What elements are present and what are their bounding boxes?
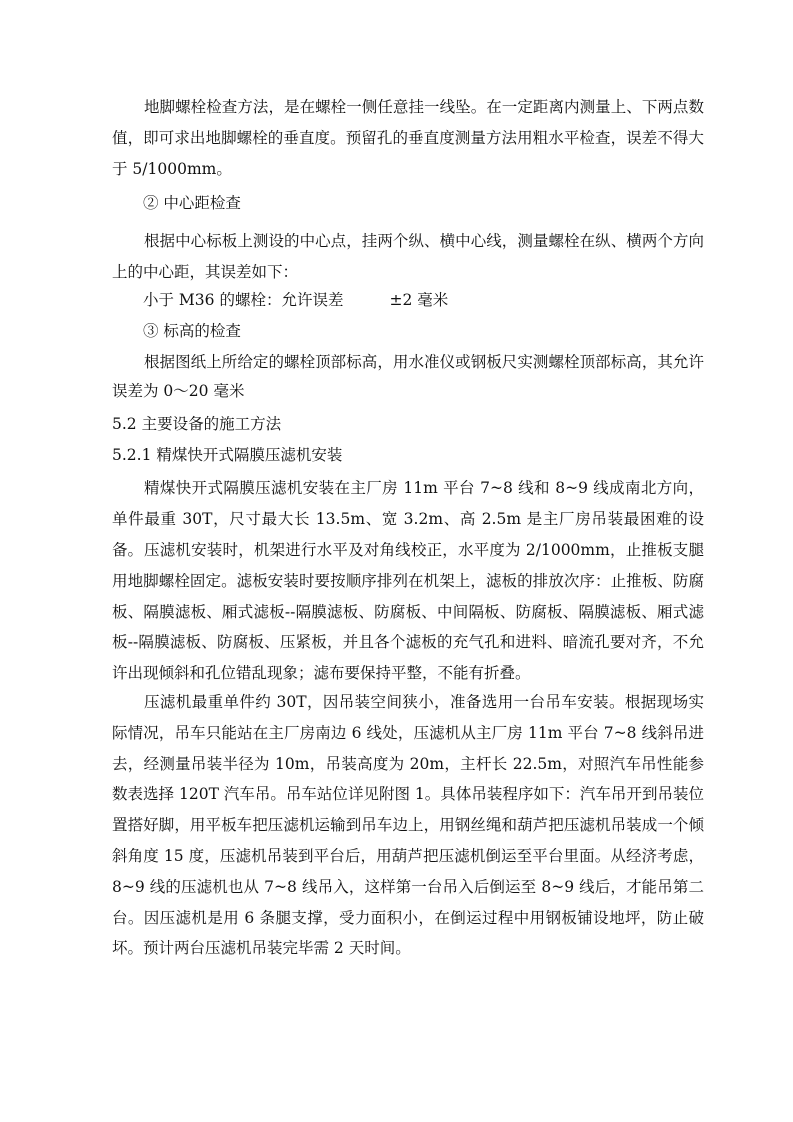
- heading-center-distance: ② 中心距检查: [143, 194, 241, 212]
- paragraph-anchor-bolt-method: 地脚螺栓检查方法，是在螺栓一侧任意挂一线坠。在一定距离内测量上、下两点数值，即可求出地脚螺栓的垂直度。预留孔的垂直度测量方法用粗水平检查，误差不得大于 5/1000mm。: [112, 98, 704, 178]
- section-heading-5-2: 5.2 主要设备的施工方法: [112, 415, 282, 433]
- section-heading-5-2-1: 5.2.1 精煤快开式隔膜压滤机安装: [112, 446, 343, 464]
- paragraph-elevation-check: 根据图纸上所给定的螺栓顶部标高，用水准仪或钢板尺实测螺栓顶部标高，其允许误差为 0～20 毫米: [112, 353, 704, 400]
- paragraph-center-distance: 根据中心标板上测设的中心点，挂两个纵、横中心线，测量螺栓在纵、横两个方向上的中心距，其误差如下：: [112, 232, 704, 281]
- tolerance-value: ±2 毫米: [389, 291, 449, 309]
- paragraph-filter-press-lifting: 压滤机最重单件约 30T，因吊装空间狭小，准备选用一台吊车安装。根据现场实际情况，吊车只能站在主厂房南边 6 线处，压滤机从主厂房 11m 平台 7~8 线斜吊进去，经测量吊装半径为 10m，吊装高度为 20m，主杆长 22.5m，对照汽车吊性能参数表选择 120T 汽车吊。吊车站位详见附图 1。具体吊装程序如下：汽车吊开到吊装位置搭好脚，用平板车把压滤机运输到吊车边上，用钢丝绳和葫芦把压滤机吊装成一个倾斜角度 15 度，压滤机吊装到平台后，用葫芦把压滤机倒运至平台里面。从经济考虑，8~9 线的压滤机也从 7~8 线吊入，这样第一台吊入后倒运至 8~9 线后，才能吊第二台。因压滤机是用 6 条腿支撑，受力面积小，在倒运过程中用钢板铺设地坪，防止破坏。预计两台压滤机吊装完毕需 2 天时间。: [112, 693, 704, 958]
- heading-elevation-check: ③ 标高的检查: [143, 322, 241, 340]
- tolerance-label: 小于 M36 的螺栓：允许误差: [143, 291, 344, 309]
- paragraph-filter-press-intro: 精煤快开式隔膜压滤机安装在主厂房 11m 平台 7~8 线和 8~9 线成南北方向，单件最重 30T，尺寸最大长 13.5m、宽 3.2m、高 2.5m 是主厂房吊装最困难的设备。: [112, 479, 704, 559]
- paragraph-filter-press-installation: 压滤机安装时，机架进行水平及对角线校正，水平度为 2/1000mm，止推板支腿用地脚螺栓固定。滤板安装时要按顺序排列在机架上，滤板的排放次序：止推板、防腐板、隔膜滤板、厢式滤板--隔膜滤板、防腐板、中间隔板、防腐板、隔膜滤板、厢式滤板--隔膜滤板、防腐板、压紧板，并且各个滤板的充气孔和进料、暗流孔要对齐，不允许出现倾斜和孔位错乱现象；滤布要保持平整，不能有折叠。: [112, 541, 704, 683]
- tolerance-line: [143, 285, 448, 315]
